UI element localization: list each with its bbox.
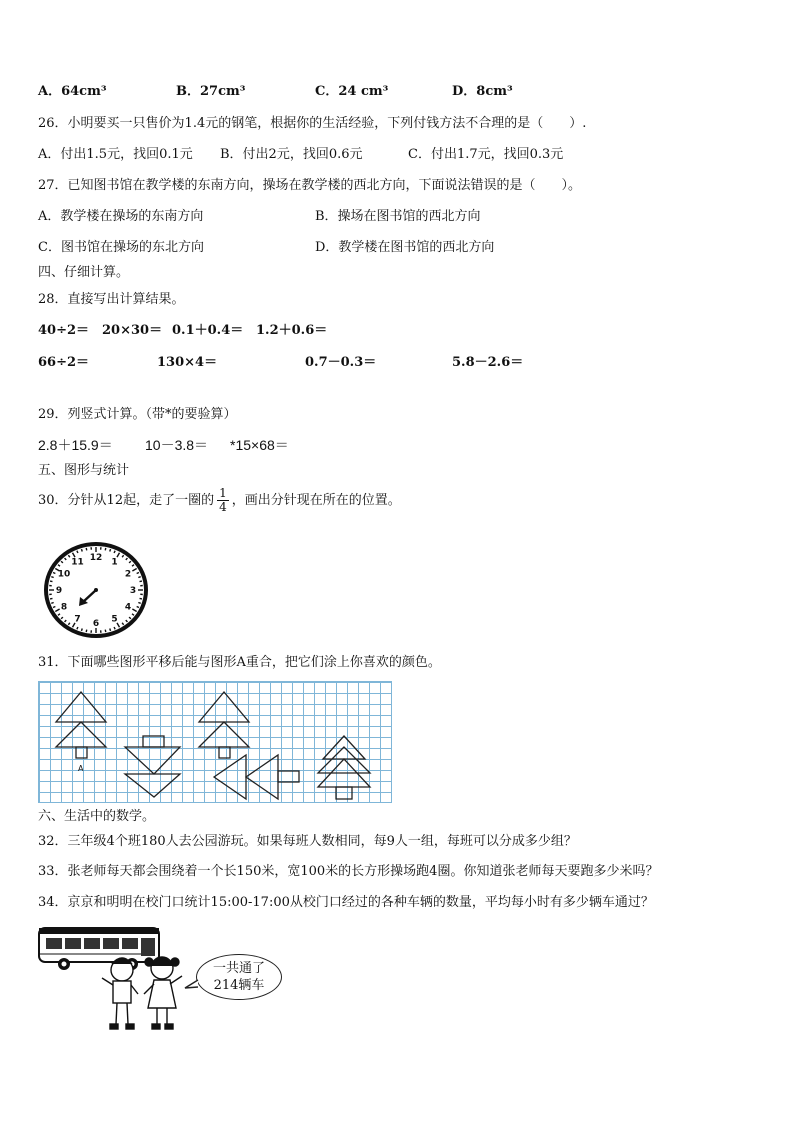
clock-tick	[140, 598, 142, 599]
figure-copy-top	[199, 692, 249, 722]
q31-stem: 31．下面哪些图形平移后能与图形A重合，把它们涂上你喜欢的颜色。	[38, 655, 441, 670]
section-6-heading: 六、生活中的数学。	[38, 809, 156, 824]
q27-option-c: C．图书馆在操场的东北方向	[38, 240, 204, 255]
clock-tick	[77, 551, 78, 553]
figure-side-right	[246, 755, 278, 799]
section-5-heading: 五、图形与统计	[38, 463, 130, 478]
clock-tick	[86, 630, 87, 632]
q30-stem-post: ，画出分针现在所在的位置。	[231, 493, 401, 508]
q30-stem	[38, 486, 401, 516]
figure-tier-middle	[318, 747, 370, 773]
q25-option-b: B．27cm³	[176, 84, 246, 99]
q28-r1-c1: 40÷2＝	[38, 323, 90, 338]
speech-bubble-line-2: 214辆车	[213, 978, 265, 993]
clock-numeral-4: 4	[124, 602, 132, 613]
q25-option-d: D．8cm³	[452, 84, 513, 99]
speech-bubble-line-1: 一共通了	[212, 961, 265, 976]
clock-tick	[138, 603, 140, 604]
figure-a-middle	[56, 722, 106, 747]
speech-bubble-tail	[184, 978, 200, 992]
q27-option-d: D．教学楼在图书馆的西北方向	[315, 240, 495, 255]
clock-numeral-8: 8	[60, 602, 68, 613]
q25-option-c: C．24 cm³	[315, 84, 389, 99]
clock-tick	[105, 630, 106, 632]
clock-numeral-5: 5	[111, 614, 118, 625]
figure-side-left	[214, 755, 246, 799]
figure-inverted-upper	[125, 747, 180, 774]
clock-numeral-10: 10	[57, 569, 71, 580]
clock-tick	[105, 548, 106, 550]
clock-numeral-6: 6	[92, 619, 100, 629]
clock-tick	[81, 629, 82, 631]
clock-numeral-12: 12	[89, 553, 103, 563]
q29-item-3: *15×68＝	[230, 437, 289, 453]
q28-r1-c4: 1.2＋0.6＝	[256, 323, 328, 338]
clock-numeral-2: 2	[124, 569, 132, 580]
figure-a-label: A	[78, 764, 84, 773]
q33: 33．张老师每天都会围绕着一个长150米，宽100米的长方形操场跑4圈。你知道张老师每天要跑多少米吗？	[38, 864, 659, 879]
clock-tick	[51, 603, 53, 604]
q30-fraction-denominator: 4	[219, 500, 227, 514]
q27-stem: 27．已知图书馆在教学楼的东南方向，操场在教学楼的西北方向，下面说法错误的是（ ）。	[38, 178, 582, 193]
clock-tick	[138, 577, 140, 578]
q30-fraction	[217, 487, 229, 514]
q28-r1-c2: 20×30＝	[102, 323, 163, 338]
q28-r2-c3: 0.7－0.3＝	[305, 355, 377, 370]
figure-tier-trunk	[336, 787, 352, 799]
clock-numeral-1: 1	[111, 557, 118, 568]
q26-option-b: B．付出2元，找回0.6元	[220, 147, 363, 162]
clock-numeral-11: 11	[71, 557, 84, 568]
clock-face	[42, 540, 150, 640]
clock-tick	[137, 606, 139, 607]
q29-item-2: 10－3.8＝	[145, 437, 209, 453]
clock-tick	[114, 551, 115, 553]
figure-a-trunk	[76, 747, 87, 758]
q30-stem-pre: 30．分针从12起，走了一圈的	[38, 493, 215, 508]
clock-tick	[86, 548, 87, 550]
clock-tick	[140, 581, 142, 582]
clock-numeral-3: 3	[129, 586, 137, 596]
clock-tick	[137, 573, 139, 574]
q30-fraction-numerator: 1	[219, 486, 227, 500]
clock-center-dot	[94, 588, 98, 592]
figure-side-trunk	[278, 771, 299, 782]
figure-a-top	[56, 692, 106, 722]
q28-r2-c1: 66÷2＝	[38, 355, 90, 370]
q25-option-a: A．64cm³	[38, 84, 107, 99]
clock-tick	[77, 627, 78, 629]
q28-stem: 28．直接写出计算结果。	[38, 292, 185, 307]
clock-numeral-9: 9	[55, 586, 63, 596]
clock-tick	[50, 598, 52, 599]
section-4-heading: 四、仔细计算。	[38, 265, 130, 280]
children-illustration	[96, 950, 196, 1036]
figure-copy-trunk	[219, 747, 230, 758]
clock-tick	[110, 549, 111, 551]
q34: 34．京京和明明在校门口统计15:00-17:00从校门口经过的各种车辆的数量，平均每小时有多少辆车通过？	[38, 895, 654, 910]
clock-tick	[110, 629, 111, 631]
q26-option-c: C．付出1.7元，找回0.3元	[408, 147, 564, 162]
clock-tick	[81, 549, 82, 551]
figure-copy-middle	[199, 722, 249, 747]
q26-option-a: A．付出1.5元，找回0.1元	[38, 147, 193, 162]
q27-option-a: A．教学楼在操场的东南方向	[38, 209, 204, 224]
q28-r1-c3: 0.1＋0.4＝	[172, 323, 244, 338]
clock-tick	[51, 577, 53, 578]
q28-r2-c2: 130×4＝	[157, 355, 218, 370]
clock-tick	[53, 606, 55, 607]
speech-bubble	[196, 954, 282, 1000]
clock-numeral-7: 7	[74, 614, 81, 625]
q28-r2-c4: 5.8－2.6＝	[452, 355, 524, 370]
translation-figures	[38, 681, 390, 801]
clock-tick	[114, 627, 115, 629]
q32: 32．三年级4个班180人去公园游玩。如果每班人数相同，每9人一组，每班可以分成多少组？	[38, 834, 577, 849]
q26-stem: 26．小明要买一只售价为1.4元的钢笔，根据你的生活经验，下列付钱方法不合理的是（ ）.	[38, 116, 587, 131]
clock-tick	[53, 573, 55, 574]
figure-inverted-lower	[125, 774, 180, 797]
q29-item-1: 2.8＋15.9＝	[38, 437, 113, 453]
q27-option-b: B．操场在图书馆的西北方向	[315, 209, 481, 224]
q29-stem: 29．列竖式计算。（带*的要验算）	[38, 407, 237, 422]
figure-inverted-trunk	[143, 736, 164, 747]
clock-tick	[50, 581, 52, 582]
